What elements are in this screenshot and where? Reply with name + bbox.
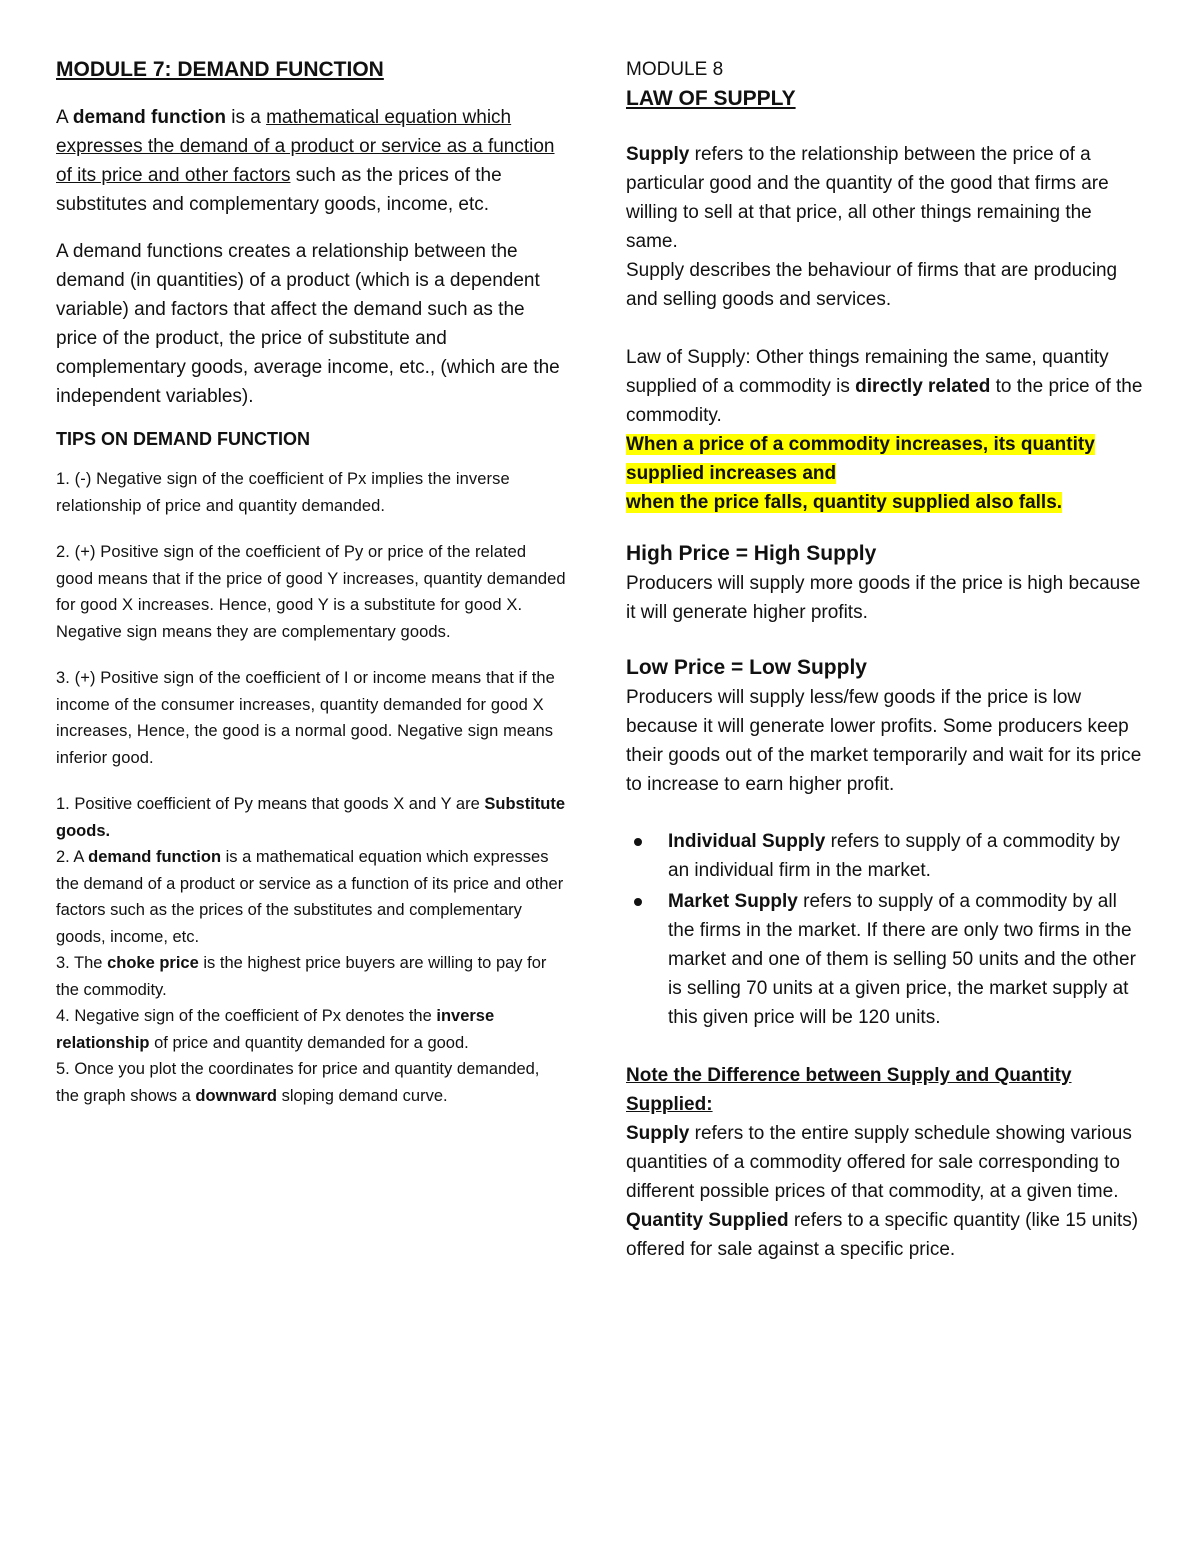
bold-term: Supply (626, 144, 690, 165)
tips-heading: TIPS ON DEMAND FUNCTION (56, 429, 310, 450)
highlight-text: When a price of a commodity increases, its quantity supplied increases and (626, 434, 1095, 484)
bullet-icon (634, 838, 642, 846)
high-price-text: Producers will supply more goods if the price is high because it will generate higher profits. (626, 573, 1141, 623)
law-of-supply-statement (626, 343, 1146, 430)
text-run: 3. The (56, 954, 108, 973)
bold-term: Individual Supply (668, 831, 826, 852)
note-heading: Note the Difference between Supply and Quantity Supplied: (626, 1065, 1072, 1115)
tip-3: 3. (+) Positive sign of the coefficient of I or income means that if the income of the consumer increases, quantity demanded for good X increases, Hence, the good is a normal good. Negative sign means inferior good. (56, 669, 555, 767)
summary-item-1 (56, 791, 566, 844)
text-run: refers to supply of a commodity by an individual firm in the market. (668, 831, 1120, 881)
bold-term: inverse relationship (56, 1007, 495, 1052)
summary-item-2 (56, 844, 566, 950)
module7-title: MODULE 7: DEMAND FUNCTION (56, 58, 384, 81)
text-run: Law of Supply: Other things remaining the same, quantity supplied of a commodity is (626, 347, 1109, 397)
summary-item-3 (56, 950, 566, 1003)
text-run: refers to a specific quantity (like 15 units) offered for sale against a specific price. (626, 1210, 1139, 1260)
text-run: 2. A (56, 848, 89, 867)
text-run: is a mathematical equation which expresses the demand of a product or service as a function of its price and other factors such as the prices of the substitutes and complementary goods, income, etc. (56, 848, 564, 946)
text-run: is the highest price buyers are willing to pay for the commodity. (56, 954, 547, 999)
text-run: refers to supply of a commodity by all the firms in the market. If there are only two firms in the market and one of them is selling 50 units and the other is selling 70 units at a given price, the market supply at this given price will be 120 units. (668, 891, 1136, 1028)
supply-behaviour: Supply describes the behaviour of firms that are producing and selling goods and services. (626, 260, 1118, 310)
summary-item-5 (56, 1056, 566, 1109)
left-column (56, 56, 566, 1109)
highlight-text: when the price falls, quantity supplied also falls. (626, 492, 1063, 513)
text-run: is a (225, 107, 267, 129)
text-run: refers to the relationship between the price of a particular good and the quantity of the good that firms are willing to sell at that price, all other things remaining the same. (626, 144, 1109, 252)
text-run: such as the prices of the substitutes and complementary goods, income, etc. (56, 165, 502, 216)
tip-2-main: 2. (+) Positive sign of the coefficient of Py or price of the related good means that if the price of good Y increases, quantity demanded for good X increases. Hence, good Y is a substitute for good X. (56, 543, 566, 615)
highlighted-rule (626, 430, 1146, 517)
low-price-heading: Low Price = Low Supply (626, 656, 867, 679)
text-run: A (56, 107, 73, 129)
bold-term: directly related (855, 376, 991, 397)
tip-2 (56, 539, 566, 645)
bold-term: choke price (107, 954, 199, 973)
bullet-market-supply (668, 887, 1146, 1032)
underlined-phrase: mathematical equation which expresses the demand of a product or service as a function of its price and other factors (56, 107, 555, 187)
text-run: refers to the entire supply schedule showing various quantities of a commodity offered for sale corresponding to different possible prices of that commodity, at a given time. (626, 1123, 1132, 1202)
quantity-supplied-definition (626, 1206, 1146, 1264)
summary-list (56, 791, 566, 1109)
bold-term: Quantity Supplied (626, 1210, 789, 1231)
bold-term: downward (195, 1086, 278, 1105)
text-run: 5. Once you plot the coordinates for price and quantity demanded, the graph shows a (56, 1060, 540, 1105)
summary-item-4 (56, 1003, 566, 1056)
bold-term: demand function (72, 107, 226, 129)
law-of-supply-title: LAW OF SUPPLY (626, 87, 796, 110)
text-run: to the price of the commodity. (626, 376, 1143, 426)
text-run: of price and quantity demanded for a good. (149, 1033, 469, 1052)
tip-2-note: Negative sign means they are complementary goods. (56, 622, 451, 641)
supply-schedule-definition (626, 1119, 1146, 1206)
tip-1: 1. (-) Negative sign of the coefficient of Px implies the inverse relationship of price and quantity demanded. (56, 470, 510, 515)
text-run: 1. Positive coefficient of Py means that goods X and Y are (56, 795, 485, 814)
bullet-individual-supply (668, 827, 1146, 885)
supply-types-list (626, 827, 1146, 1032)
bold-term: demand function (88, 848, 222, 867)
supply-definition (626, 140, 1146, 256)
high-price-heading: High Price = High Supply (626, 542, 877, 565)
demand-function-definition (56, 103, 566, 219)
bold-term: Supply (626, 1123, 690, 1144)
bold-term: Substitute goods. (56, 795, 566, 840)
text-run: sloping demand curve. (277, 1086, 448, 1105)
bullet-icon (634, 898, 642, 906)
demand-function-relationship: A demand functions creates a relationship between the demand (in quantities) of a product (which is a dependent variable) and factors that affect the demand such as the price of the product, the price of substitute and complementary goods, average income, etc., (which are the independent variables). (56, 241, 560, 408)
right-column (626, 56, 1146, 1264)
low-price-text: Producers will supply less/few goods if the price is low because it will generate lower profits. Some producers keep their goods out of the market temporarily and wait for its price to increase to earn higher profit. (626, 687, 1142, 795)
bold-term: Market Supply (668, 891, 798, 912)
text-run: 4. Negative sign of the coefficient of Px denotes the (56, 1007, 437, 1026)
module8-label: MODULE 8 (626, 59, 724, 80)
